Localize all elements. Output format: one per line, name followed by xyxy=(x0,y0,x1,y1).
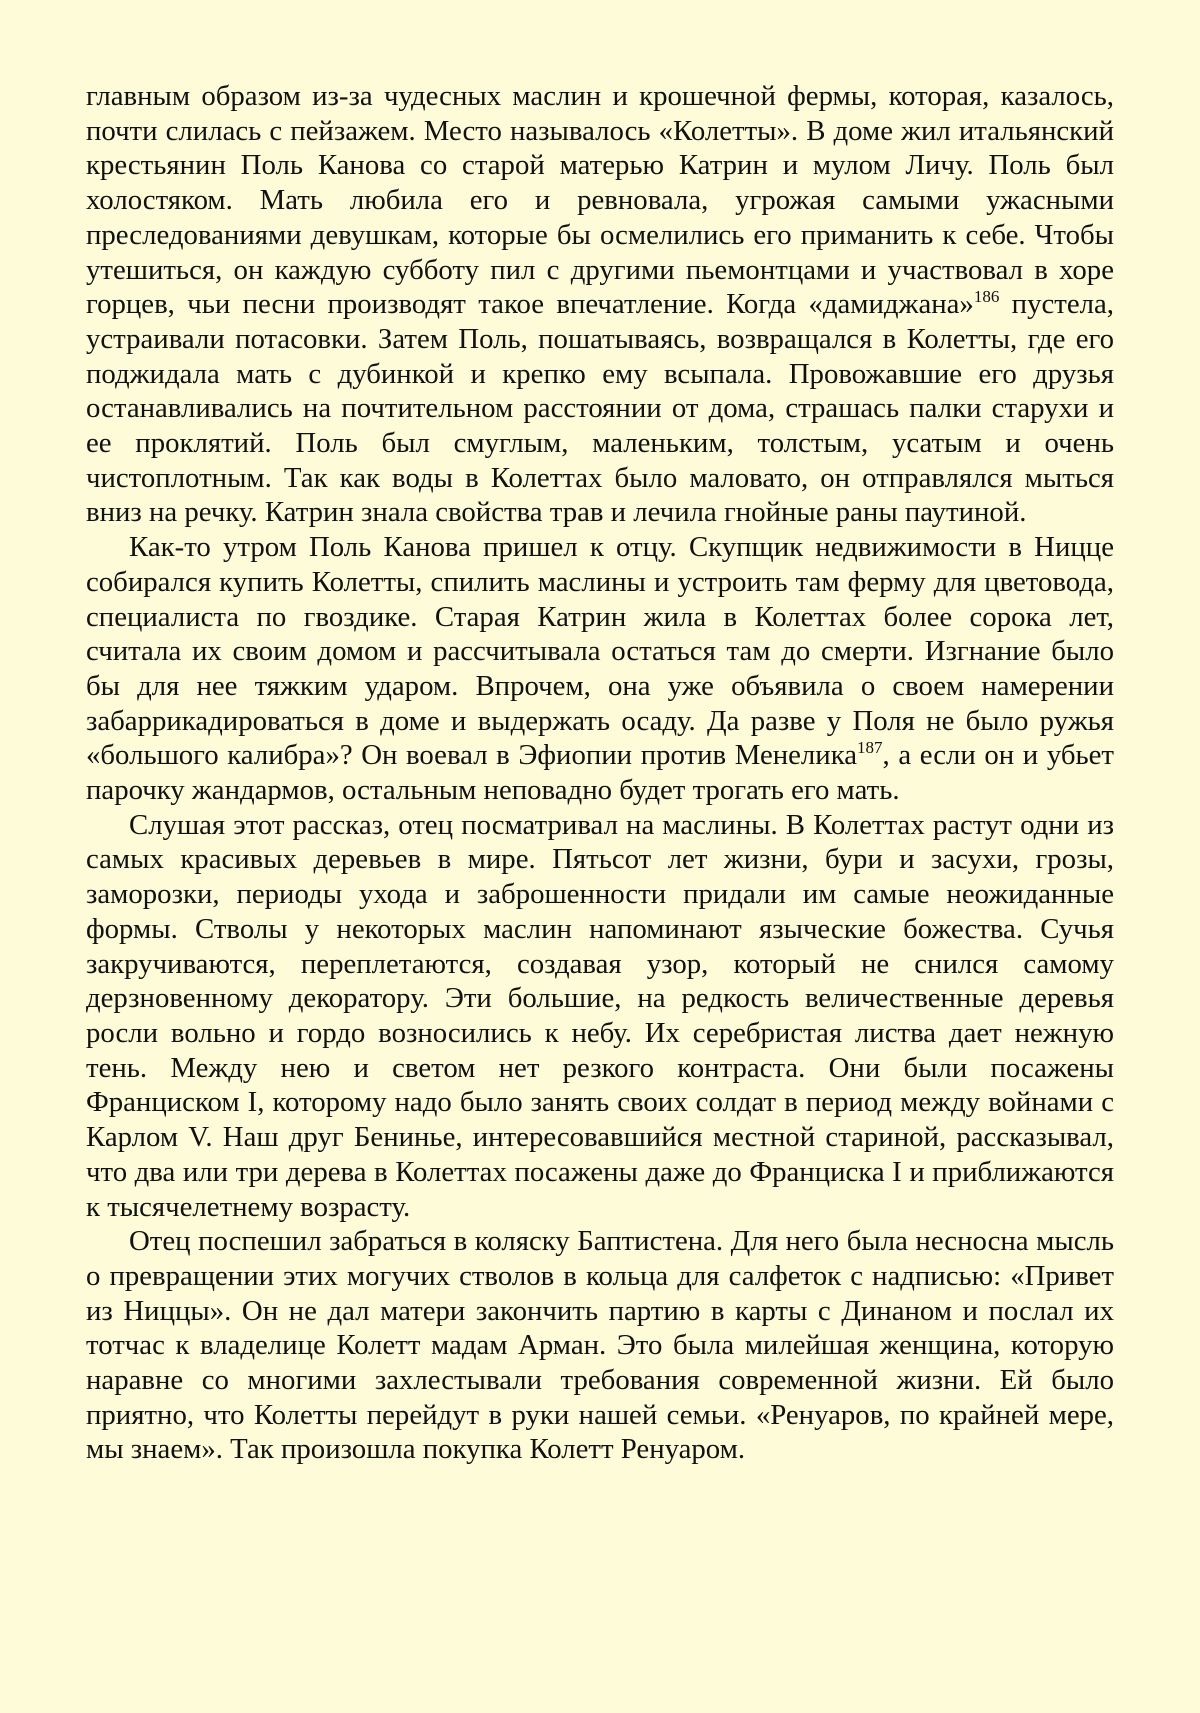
paragraph-2 xyxy=(86,530,1114,808)
paragraph-2-text-a: Как-то утром Поль Канова пришел к отцу. Скупщик недвижимости в Ницце собирался купить Колетты, спилить маслины и устроить там ферму для цветовода, специалиста по гвоздике. Старая Катрин жила в Колеттах более сорока лет, считала их своим домом и рассчитывала остаться там до смерти. Изгнание было бы для нее тяжким ударом. Впрочем, она уже объявила о своем намерении забаррикадироваться в доме и выдержать осаду. Да разве у Поля не было ружья «большого калибра»? Он воевал в Эфиопии против Менелика xyxy=(86,531,1114,772)
footnote-ref-187: 187 xyxy=(857,738,883,758)
paragraph-4-text: Отец поспешил забраться в коляску Баптистена. Для него была несносна мысль о превращении этих могучих стволов в кольца для салфеток с надписью: «Привет из Ниццы». Он не дал матери закончить партию в карты с Динаном и послал их тотчас к владелице Колетт мадам Арман. Это была милейшая женщина, которую наравне со многими захлестывали требования современной жизни. Ей было приятно, что Колетты перейдут в руки нашей семьи. «Ренуаров, по крайней мере, мы знаем». Так произошла покупка Колетт Ренуаром. xyxy=(86,1225,1114,1466)
paragraph-1-text-a: главным образом из-за чудесных маслин и крошечной фермы, которая, казалось, почти слилась с пейзажем. Место называлось «Колетты». В доме жил итальянский крестьянин Поль Канова со старой матерью Катрин и мулом Личу. Поль был холостяком. Мать любила его и ревновала, угрожая самыми ужасными преследованиями девушкам, которые бы осмелились его приманить к себе. Чтобы утешиться, он каждую субботу пил с другими пьемонтцами и участвовал в хоре горцев, чьи песни производят такое впечатление. Когда «дамиджана» xyxy=(86,80,1114,321)
paragraph-3-text: Слушая этот рассказ, отец посматривал на маслины. В Колеттах растут одни из самых красивых деревьев в мире. Пятьсот лет жизни, бури и засухи, грозы, заморозки, периоды ухода и заброшенности придали им самые неожиданные формы. Стволы у некоторых маслин напоминают языческие божества. Сучья закручиваются, переплетаются, создавая узор, который не снился самому дерзновенному декоратору. Эти большие, на редкость величественные деревья росли вольно и гордо возносились к небу. Их серебристая листва дает нежную тень. Между нею и светом нет резкого контраста. Они были посажены Франциском I, которому надо было занять своих солдат в период между войнами с Карлом V. Наш друг Бенинье, интересовавшийся местной стариной, рассказывал, что два или три дерева в Колеттах посажены даже до Франциска I и приближаются к тысячелетнему возрасту. xyxy=(86,808,1114,1223)
paragraph-3 xyxy=(86,808,1114,1224)
paragraph-1-text-b: пустела, устраивали потасовки. Затем Поль, пошатываясь, возвращался в Колетты, где его поджидала мать с дубинкой и крепко ему всыпала. Провожавшие его друзья останавливались на почтительном расстоянии от дома, страшась палки старухи и ее проклятий. Поль был смуглым, маленьким, толстым, усатым и очень чистоплотным. Так как воды в Колеттах было маловато, он отправлялся мыться вниз на речку. Катрин знала свойства трав и лечила гнойные раны паутиной. xyxy=(86,288,1114,529)
paragraph-4 xyxy=(86,1224,1114,1467)
paragraph-2-text-b: , а если он и убьет парочку жандармов, остальным неповадно будет трогать его мать. xyxy=(86,739,1114,807)
footnote-ref-186: 186 xyxy=(973,287,1000,307)
paragraph-1 xyxy=(86,79,1114,530)
